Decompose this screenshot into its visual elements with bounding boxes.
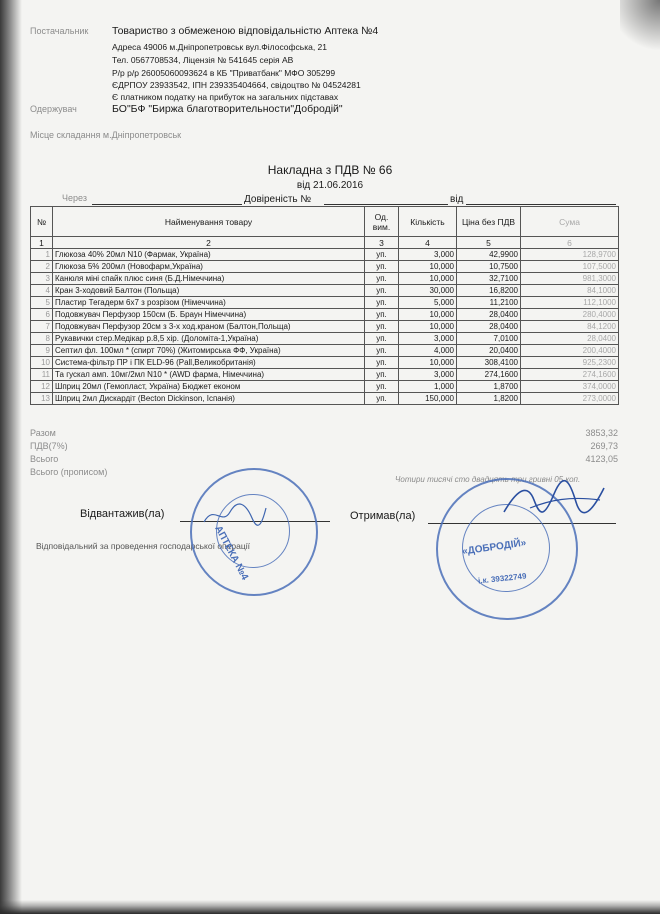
row-unit: уп. bbox=[365, 345, 399, 357]
row-unit: уп. bbox=[365, 285, 399, 297]
row-number: 13 bbox=[31, 393, 53, 405]
via-label: Через bbox=[62, 193, 87, 203]
row-unit: уп. bbox=[365, 249, 399, 261]
row-product-name: Подовжувач Перфузор 20см з 3-х ход.краном (Балтон,Польща) bbox=[53, 321, 365, 333]
supplier-signature bbox=[200, 500, 270, 530]
row-sum: 981,3000 bbox=[521, 273, 619, 285]
items-table bbox=[30, 206, 619, 405]
total-sum-label: Разом bbox=[30, 428, 56, 438]
supplier-address: Адреса 49006 м.Дніпропетровськ вул.Філософська, 21 bbox=[112, 42, 327, 52]
row-unit: уп. bbox=[365, 297, 399, 309]
supplier-bank: Р/р р/р 26005060093624 в КБ "Приватбанк" МФО 305299 bbox=[112, 68, 336, 78]
received-by-label: Отримав(ла) bbox=[350, 510, 416, 522]
total-in-words-label: Всього (прописом) bbox=[30, 467, 108, 477]
header-product-name: Найменування товару bbox=[53, 207, 365, 237]
table-row bbox=[31, 333, 619, 345]
row-price: 7,0100 bbox=[457, 333, 521, 345]
receiver-signature bbox=[500, 478, 610, 522]
table-row bbox=[31, 321, 619, 333]
row-number: 12 bbox=[31, 381, 53, 393]
row-quantity: 30,000 bbox=[399, 285, 457, 297]
table-row bbox=[31, 393, 619, 405]
row-unit: уп. bbox=[365, 357, 399, 369]
row-product-name: Подовжувач Перфузор 150см (Б. Браун Німеччина) bbox=[53, 309, 365, 321]
colnum-4: 4 bbox=[399, 237, 457, 249]
supplier-codes: ЄДРПОУ 23933542, ІПН 239335404664, свідоцтво № 04524281 bbox=[112, 80, 361, 90]
row-sum: 374,0000 bbox=[521, 381, 619, 393]
header-unit: Од. вим. bbox=[365, 207, 399, 237]
items-body bbox=[31, 249, 619, 405]
colnum-1: 1 bbox=[31, 237, 53, 249]
row-price: 28,0400 bbox=[457, 321, 521, 333]
row-number: 4 bbox=[31, 285, 53, 297]
row-unit: уп. bbox=[365, 381, 399, 393]
receiver-stamp-code: і.к. 39322749 bbox=[477, 571, 527, 586]
row-number: 10 bbox=[31, 357, 53, 369]
row-product-name: Канюля міні спайк плюс синя (Б.Д.Німеччина) bbox=[53, 273, 365, 285]
row-price: 11,2100 bbox=[457, 297, 521, 309]
row-sum: 84,1000 bbox=[521, 285, 619, 297]
power-of-attorney-line bbox=[324, 204, 448, 205]
row-sum: 128,9700 bbox=[521, 249, 619, 261]
row-sum: 280,4000 bbox=[521, 309, 619, 321]
row-product-name: Глюкоза 40% 20мл N10 (Фармак, Україна) bbox=[53, 249, 365, 261]
row-number: 1 bbox=[31, 249, 53, 261]
row-unit: уп. bbox=[365, 321, 399, 333]
row-price: 16,8200 bbox=[457, 285, 521, 297]
grand-total-value: 4123,05 bbox=[585, 454, 618, 464]
row-quantity: 10,000 bbox=[399, 321, 457, 333]
row-number: 11 bbox=[31, 369, 53, 381]
row-quantity: 1,000 bbox=[399, 381, 457, 393]
row-unit: уп. bbox=[365, 273, 399, 285]
from-line bbox=[466, 204, 616, 205]
row-quantity: 3,000 bbox=[399, 369, 457, 381]
total-sum-value: 3853,32 bbox=[585, 428, 618, 438]
responsible-person-label: Відповідальний за проведення господарської операції bbox=[36, 541, 250, 551]
row-sum: 84,1200 bbox=[521, 321, 619, 333]
row-number: 7 bbox=[31, 321, 53, 333]
row-unit: уп. bbox=[365, 393, 399, 405]
place-of-issue: Місце складання м.Дніпропетровськ bbox=[30, 130, 182, 140]
row-price: 274,1600 bbox=[457, 369, 521, 381]
table-row bbox=[31, 345, 619, 357]
scan-shadow-bottom bbox=[0, 900, 660, 914]
row-price: 32,7100 bbox=[457, 273, 521, 285]
row-quantity: 10,000 bbox=[399, 309, 457, 321]
supplier-stamp-text: АПТЕКА №4 bbox=[212, 524, 251, 583]
row-quantity: 150,000 bbox=[399, 393, 457, 405]
row-price: 1,8200 bbox=[457, 393, 521, 405]
supplier-phone-license: Тел. 0567708534, Ліцензія № 541645 серія АВ bbox=[112, 55, 294, 65]
row-unit: уп. bbox=[365, 369, 399, 381]
receiver-stamp-center-text: «ДОБРОДІЙ» bbox=[461, 537, 527, 558]
colnum-6: 6 bbox=[521, 237, 619, 249]
row-sum: 274,1600 bbox=[521, 369, 619, 381]
row-quantity: 10,000 bbox=[399, 273, 457, 285]
via-line bbox=[92, 204, 242, 205]
colnum-5: 5 bbox=[457, 237, 521, 249]
colnum-2: 2 bbox=[53, 237, 365, 249]
row-price: 1,8700 bbox=[457, 381, 521, 393]
row-number: 8 bbox=[31, 333, 53, 345]
header-sum: Сума bbox=[521, 207, 619, 237]
row-price: 308,4100 bbox=[457, 357, 521, 369]
power-of-attorney-label: Довіреність № bbox=[244, 194, 312, 205]
header-price: Ціна без ПДВ bbox=[457, 207, 521, 237]
row-product-name: Шприц 2мл Дискардіт (Becton Dickinson, Іспанія) bbox=[53, 393, 365, 405]
scan-shadow-left bbox=[0, 0, 22, 914]
row-quantity: 3,000 bbox=[399, 249, 457, 261]
row-quantity: 3,000 bbox=[399, 333, 457, 345]
supplier-name: Товариство з обмеженою відповідальністю Аптека №4 bbox=[112, 25, 379, 37]
document-date: від 21.06.2016 bbox=[296, 180, 364, 191]
scan-shadow-top-right bbox=[620, 0, 660, 60]
table-row bbox=[31, 261, 619, 273]
row-unit: уп. bbox=[365, 309, 399, 321]
table-row bbox=[31, 369, 619, 381]
row-number: 5 bbox=[31, 297, 53, 309]
from-label: від bbox=[450, 194, 464, 205]
row-product-name: Система-фільтр ПР і ПК ELD-96 (Pall,Великобританія) bbox=[53, 357, 365, 369]
vat-label: ПДВ(7%) bbox=[30, 441, 68, 451]
receiver-label: Одержувач bbox=[30, 104, 77, 114]
table-row bbox=[31, 309, 619, 321]
table-row bbox=[31, 249, 619, 261]
header-number: № bbox=[31, 207, 53, 237]
row-product-name: Кран 3-ходовий Балтон (Польща) bbox=[53, 285, 365, 297]
row-quantity: 4,000 bbox=[399, 345, 457, 357]
row-price: 28,0400 bbox=[457, 309, 521, 321]
receiver-name: БО"БФ "Биржа благотворительности"Добродій" bbox=[112, 103, 343, 115]
table-row bbox=[31, 297, 619, 309]
table-row bbox=[31, 381, 619, 393]
row-product-name: Глюкоза 5% 200мл (Новофарм,Україна) bbox=[53, 261, 365, 273]
supplier-tax-status: Є платником податку на прибуток на загальних підставах bbox=[112, 92, 339, 102]
table-row bbox=[31, 357, 619, 369]
supplier-label: Постачальник bbox=[30, 26, 89, 36]
table-row bbox=[31, 285, 619, 297]
row-unit: уп. bbox=[365, 261, 399, 273]
document-title: Накладна з ПДВ № 66 bbox=[267, 163, 393, 177]
row-product-name: Шприц 20мл (Гемопласт, Україна) Бюджет економ bbox=[53, 381, 365, 393]
vat-value: 269,73 bbox=[590, 441, 618, 451]
row-product-name: Септил фл. 100мл * (спирт 70%) (Житомирська ФФ, Україна) bbox=[53, 345, 365, 357]
row-price: 10,7500 bbox=[457, 261, 521, 273]
table-row bbox=[31, 273, 619, 285]
row-sum: 112,1000 bbox=[521, 297, 619, 309]
row-number: 6 bbox=[31, 309, 53, 321]
grand-total-label: Всього bbox=[30, 454, 59, 464]
row-sum: 200,4000 bbox=[521, 345, 619, 357]
row-number: 9 bbox=[31, 345, 53, 357]
row-sum: 28,0400 bbox=[521, 333, 619, 345]
row-price: 42,9900 bbox=[457, 249, 521, 261]
row-quantity: 5,000 bbox=[399, 297, 457, 309]
row-number: 2 bbox=[31, 261, 53, 273]
colnum-3: 3 bbox=[365, 237, 399, 249]
row-price: 20,0400 bbox=[457, 345, 521, 357]
row-sum: 925,2300 bbox=[521, 357, 619, 369]
row-sum: 273,0000 bbox=[521, 393, 619, 405]
row-unit: уп. bbox=[365, 333, 399, 345]
shipped-by-label: Відвантажив(ла) bbox=[80, 508, 165, 520]
row-quantity: 10,000 bbox=[399, 357, 457, 369]
row-number: 3 bbox=[31, 273, 53, 285]
header-quantity: Кількість bbox=[399, 207, 457, 237]
row-product-name: Та гускал амп. 10мг/2мл N10 * (AWD фарма, Німеччина) bbox=[53, 369, 365, 381]
row-product-name: Пластир Тегадерм 6х7 з розрізом (Німеччина) bbox=[53, 297, 365, 309]
total-in-words-value: Чотири тисячі сто двадцять три гривні 05 коп. bbox=[395, 475, 581, 484]
row-sum: 107,5000 bbox=[521, 261, 619, 273]
row-product-name: Рукавички стер.Медікар р.8,5 хір. (Доломіта-1,Україна) bbox=[53, 333, 365, 345]
row-quantity: 10,000 bbox=[399, 261, 457, 273]
